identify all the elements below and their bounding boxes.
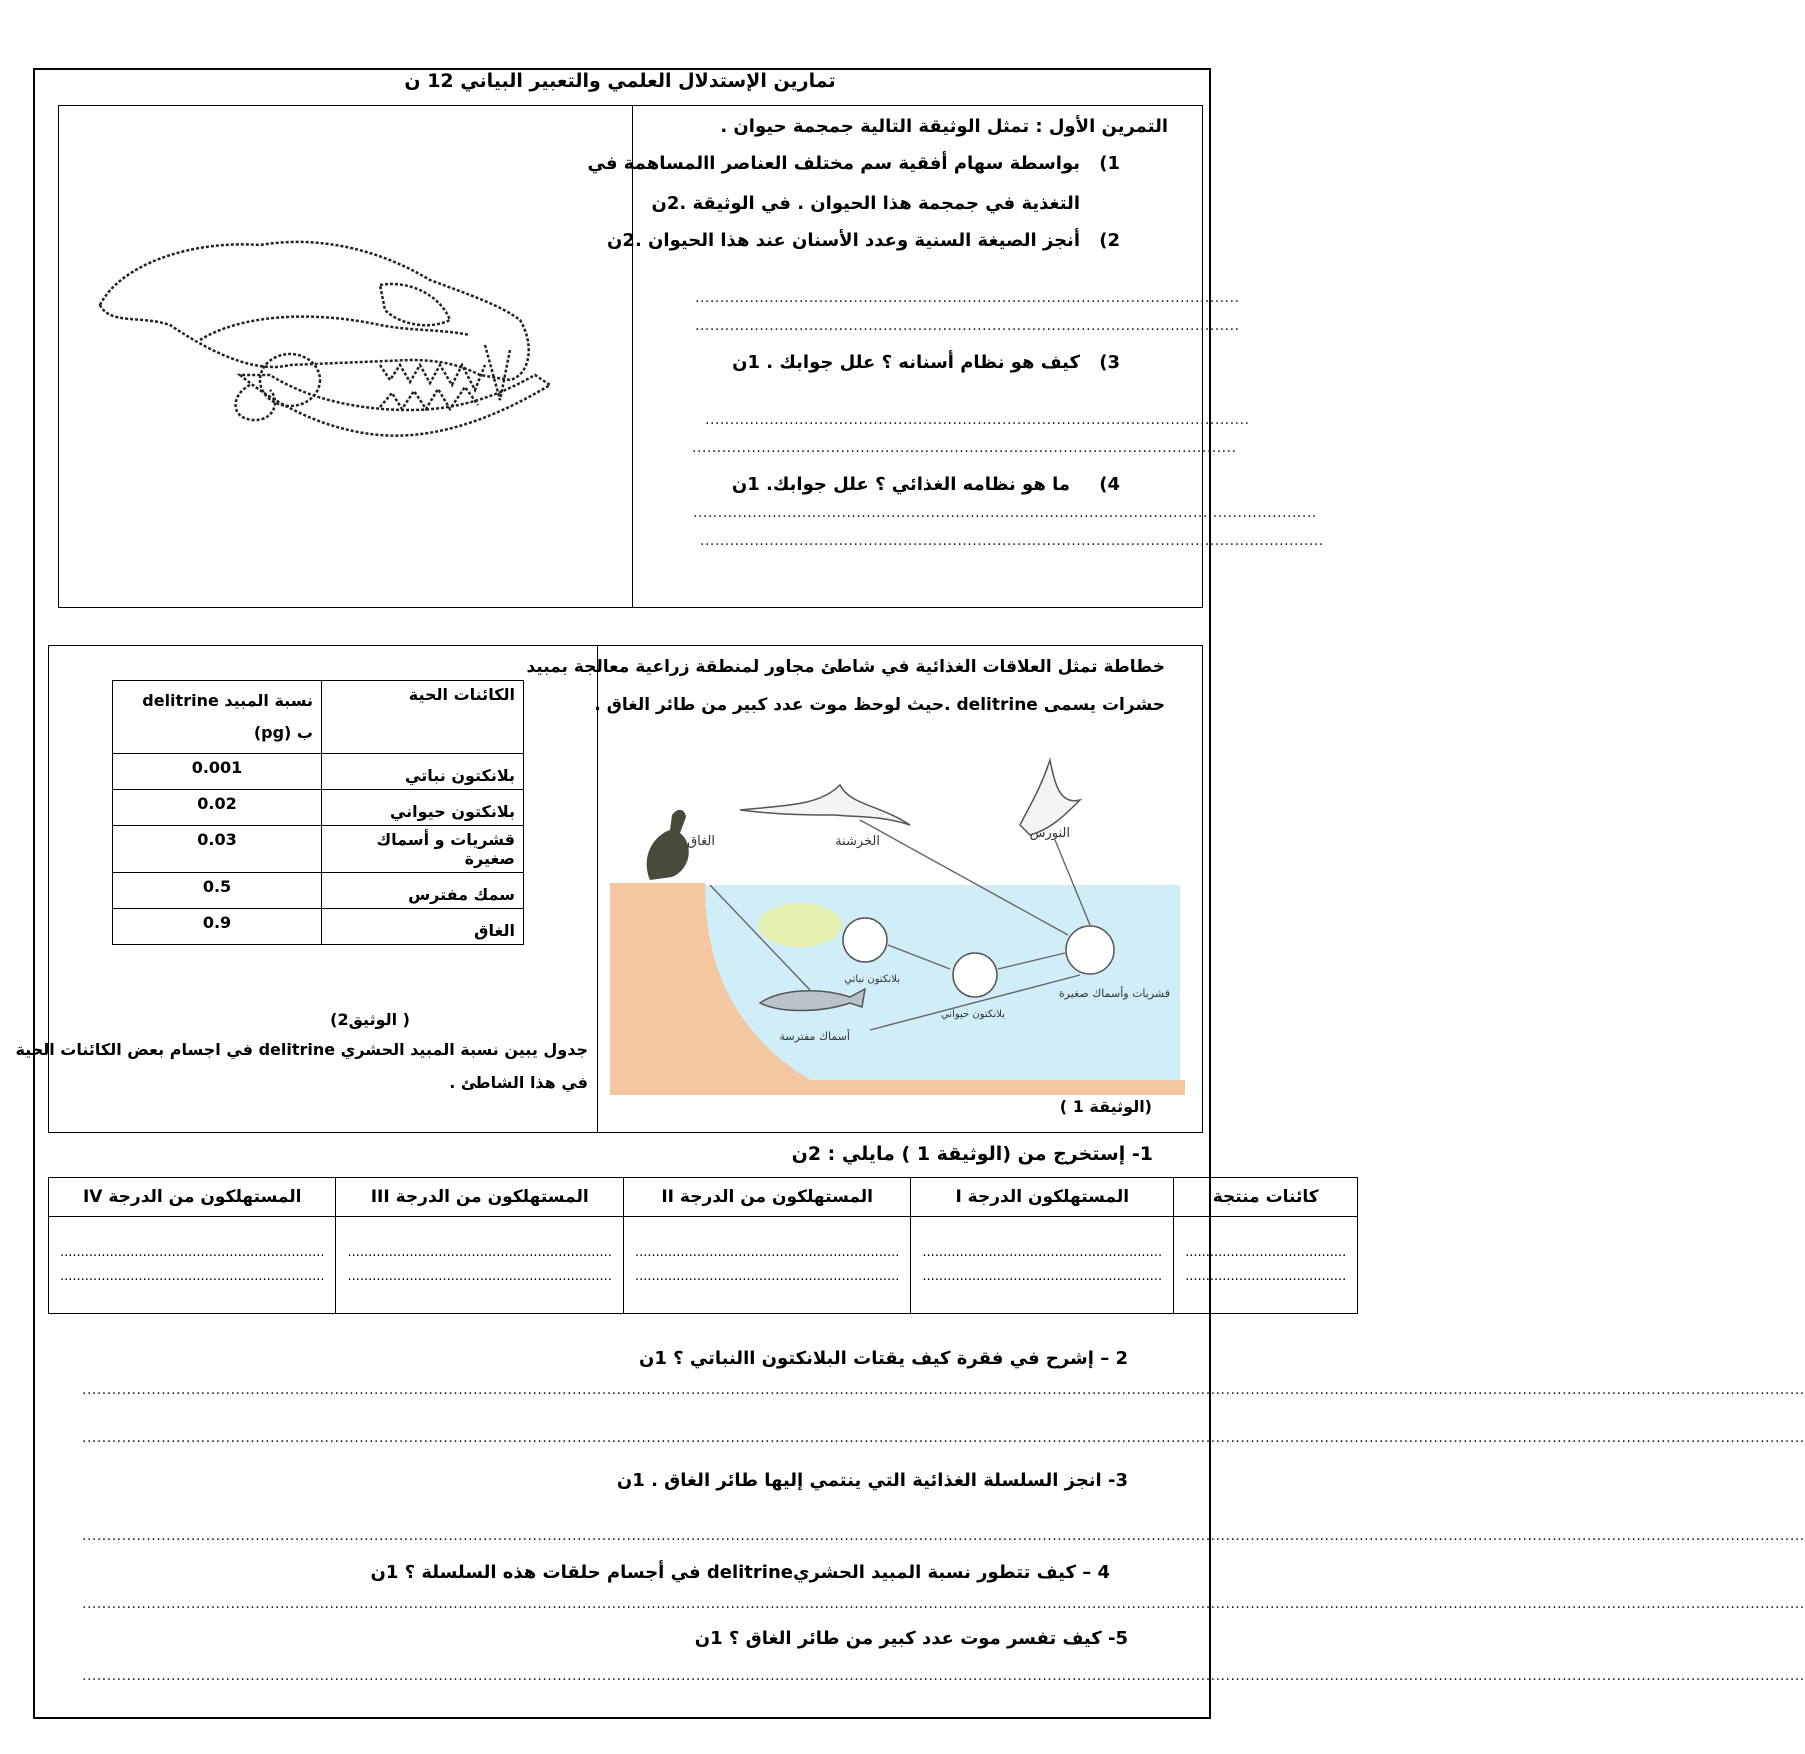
table-cell-organism: بلانكتون حيواني <box>322 790 524 826</box>
exercise1-heading: التمرين الأول : تمثل الوثيقة التالية جمجمة حيوان . <box>720 116 1168 137</box>
phytoplankton-circle <box>843 918 887 962</box>
teeth-lower <box>380 387 478 409</box>
label-predator: أسماك مفترسة <box>779 1030 850 1043</box>
ex2-q3: 3- انجز السلسلة الغذائية التي ينتمي إليها طائر الغاق . 1ن <box>616 1470 1128 1491</box>
table-header-pesticide-line1: نسبة المبيد delitrine <box>142 691 313 710</box>
document2-line2: في هذا الشاطئ . <box>449 1073 588 1092</box>
table-header-organisms: الكائنات الحية <box>322 681 524 754</box>
algae-patch <box>758 903 842 947</box>
ex2-q5: 5- كيف تفسر موت عدد كبير من طائر الغاق ؟ 1ن <box>694 1628 1128 1649</box>
answer-cell[interactable]: ................................................................ ................................................................ <box>623 1217 910 1314</box>
ex2-q1: 1- إستخرج من (الوثيقة 1 ) مايلي : 2ن <box>791 1143 1153 1165</box>
cormorant-bird <box>647 810 689 880</box>
document2-caption: ( الوثيق2) <box>330 1010 410 1029</box>
answer-line[interactable]: ............................................................................................................................................................................................................................................................................................................................................................ <box>82 1596 1805 1612</box>
label-zoo: بلانكتون حيواني <box>940 1009 1005 1020</box>
zooplankton-circle <box>953 953 997 997</box>
ex1-q2-number: 2) <box>1099 230 1120 251</box>
header-consumers-4: المستهلكون من الدرجة IV <box>49 1178 336 1217</box>
table-cell-value: 0.03 <box>113 826 322 873</box>
label-tern: الخرشنة <box>835 834 880 849</box>
tern-bird <box>740 785 910 825</box>
ex1-q3: كيف هو نظام أسنانه ؟ علل جوابك . 1ن <box>732 352 1080 373</box>
table-cell-value: 0.5 <box>113 873 322 909</box>
header-producers: كائنات منتجة <box>1174 1178 1358 1217</box>
page-title: تمارين الإستدلال العلمي والتعبير البياني 12 ن <box>404 70 836 92</box>
table-row <box>113 681 524 754</box>
table-header-pesticide-line2: ب (pg) <box>253 723 313 742</box>
ex1-q4-number: 4) <box>1099 474 1120 495</box>
canine <box>485 345 510 400</box>
header-consumers-1: المستهلكون الدرجة I <box>911 1178 1174 1217</box>
label-cormorant: الغاق <box>687 834 715 849</box>
eye-orbit <box>380 284 450 325</box>
table-row <box>113 909 524 945</box>
ex1-q3-number: 3) <box>1099 352 1120 373</box>
zygomatic-arch <box>200 317 470 340</box>
table-row <box>113 754 524 790</box>
answer-line[interactable]: ............................................................................................................................................................................................................................................................................................................................................................ <box>82 1528 1805 1544</box>
ex1-q4: ما هو نظامه الغذائي ؟ علل جوابك. 1ن <box>731 474 1070 495</box>
answer-line[interactable]: .............................................................................................................. <box>692 440 1237 456</box>
tympanic-bulla <box>260 354 320 406</box>
answer-line[interactable]: .............................................................................................................. <box>705 412 1250 428</box>
table-cell-value: 0.9 <box>113 909 322 945</box>
answer-line[interactable]: .............................................................................................................................. <box>693 505 1317 521</box>
answer-line[interactable]: ............................................................................................................................................................................................................................................................................................................................................................ <box>82 1430 1805 1446</box>
table-header-pesticide <box>113 681 322 754</box>
crustaceans-circle <box>1066 926 1114 974</box>
pesticide-table <box>112 680 524 945</box>
table-row <box>49 1178 1358 1217</box>
ex1-q1-line1: بواسطة سهام أفقية سم مختلف العناصر االمساهمة في <box>587 153 1080 174</box>
label-phyto: بلانكتون نباتي <box>844 974 900 985</box>
ex1-q1-line2: التغذية في جمجمة هذا الحيوان . في الوثيقة .2ن <box>651 193 1080 214</box>
food-chain-table <box>48 1177 1358 1314</box>
answer-cell[interactable]: ................................................................ ................................................................ <box>336 1217 623 1314</box>
answer-cell[interactable]: .......................................................... .......................................................... <box>911 1217 1174 1314</box>
answer-cell[interactable]: ....................................... ....................................... <box>1174 1217 1358 1314</box>
answer-cell[interactable]: ................................................................ ................................................................ <box>49 1217 336 1314</box>
ex2-q4: 4 – كيف تتطور نسبة المبيد الحشريdelitrine في أجسام حلقات هذه السلسلة ؟ 1ن <box>370 1562 1110 1583</box>
table-cell-organism: الغاق <box>322 909 524 945</box>
document2-line1: جدول يبين نسبة المبيد الحشري delitrine في اجسام بعض الكائنات الحية <box>15 1040 588 1059</box>
exercise1-divider <box>632 105 633 608</box>
ex2-intro-line2: حشرات يسمى delitrine .حيث لوحظ موت عدد كبير من طائر الغاق . <box>594 695 1165 715</box>
table-cell-value: 0.02 <box>113 790 322 826</box>
answer-line[interactable]: .............................................................................................................................. <box>700 533 1324 549</box>
document1-caption: (الوثيقة 1 ) <box>1059 1097 1152 1116</box>
answer-line[interactable]: ............................................................................................................................................................................................................................................................................................................................................................ <box>82 1382 1805 1398</box>
mandible-condyle <box>236 385 275 420</box>
header-consumers-2: المستهلكون من الدرجة II <box>623 1178 910 1217</box>
skull-drawing <box>80 225 620 475</box>
table-row <box>49 1217 1358 1314</box>
table-cell-organism: قشريات و أسماك صغيرة <box>322 826 524 873</box>
label-crustaceans: قشريات وأسماك صغيرة <box>1058 987 1170 1000</box>
exercise2-divider <box>597 645 598 1133</box>
ex1-q2: أنجز الصيغة السنية وعدد الأسنان عند هذا الحيوان .2ن <box>607 230 1080 251</box>
answer-line[interactable]: .............................................................................................................. <box>695 318 1240 334</box>
table-row <box>113 873 524 909</box>
ex1-q1-number: 1) <box>1099 153 1120 174</box>
table-row <box>113 790 524 826</box>
header-consumers-3: المستهلكون من الدرجة III <box>336 1178 623 1217</box>
gull-bird <box>1020 760 1080 835</box>
ex2-intro-line1: خطاطة تمثل العلاقات الغذائية في شاطئ مجاور لمنطقة زراعية معالجة بمبيد <box>526 657 1165 677</box>
answer-line[interactable]: ............................................................................................................................................................................................................................................................................................................................................................ <box>82 1668 1805 1684</box>
table-row <box>113 826 524 873</box>
table-cell-organism: سمك مفترس <box>322 873 524 909</box>
food-web-diagram <box>610 745 1190 1095</box>
teeth-upper <box>380 365 485 390</box>
table-cell-value: 0.001 <box>113 754 322 790</box>
skull-outline <box>100 242 529 380</box>
label-gull: النورس <box>1029 826 1070 841</box>
ex2-q2: 2 – إشرح في فقرة كيف يقتات البلانكتون االنباتي ؟ 1ن <box>639 1348 1128 1369</box>
table-cell-organism: بلانكتون نباتي <box>322 754 524 790</box>
answer-line[interactable]: .............................................................................................................. <box>695 290 1240 306</box>
